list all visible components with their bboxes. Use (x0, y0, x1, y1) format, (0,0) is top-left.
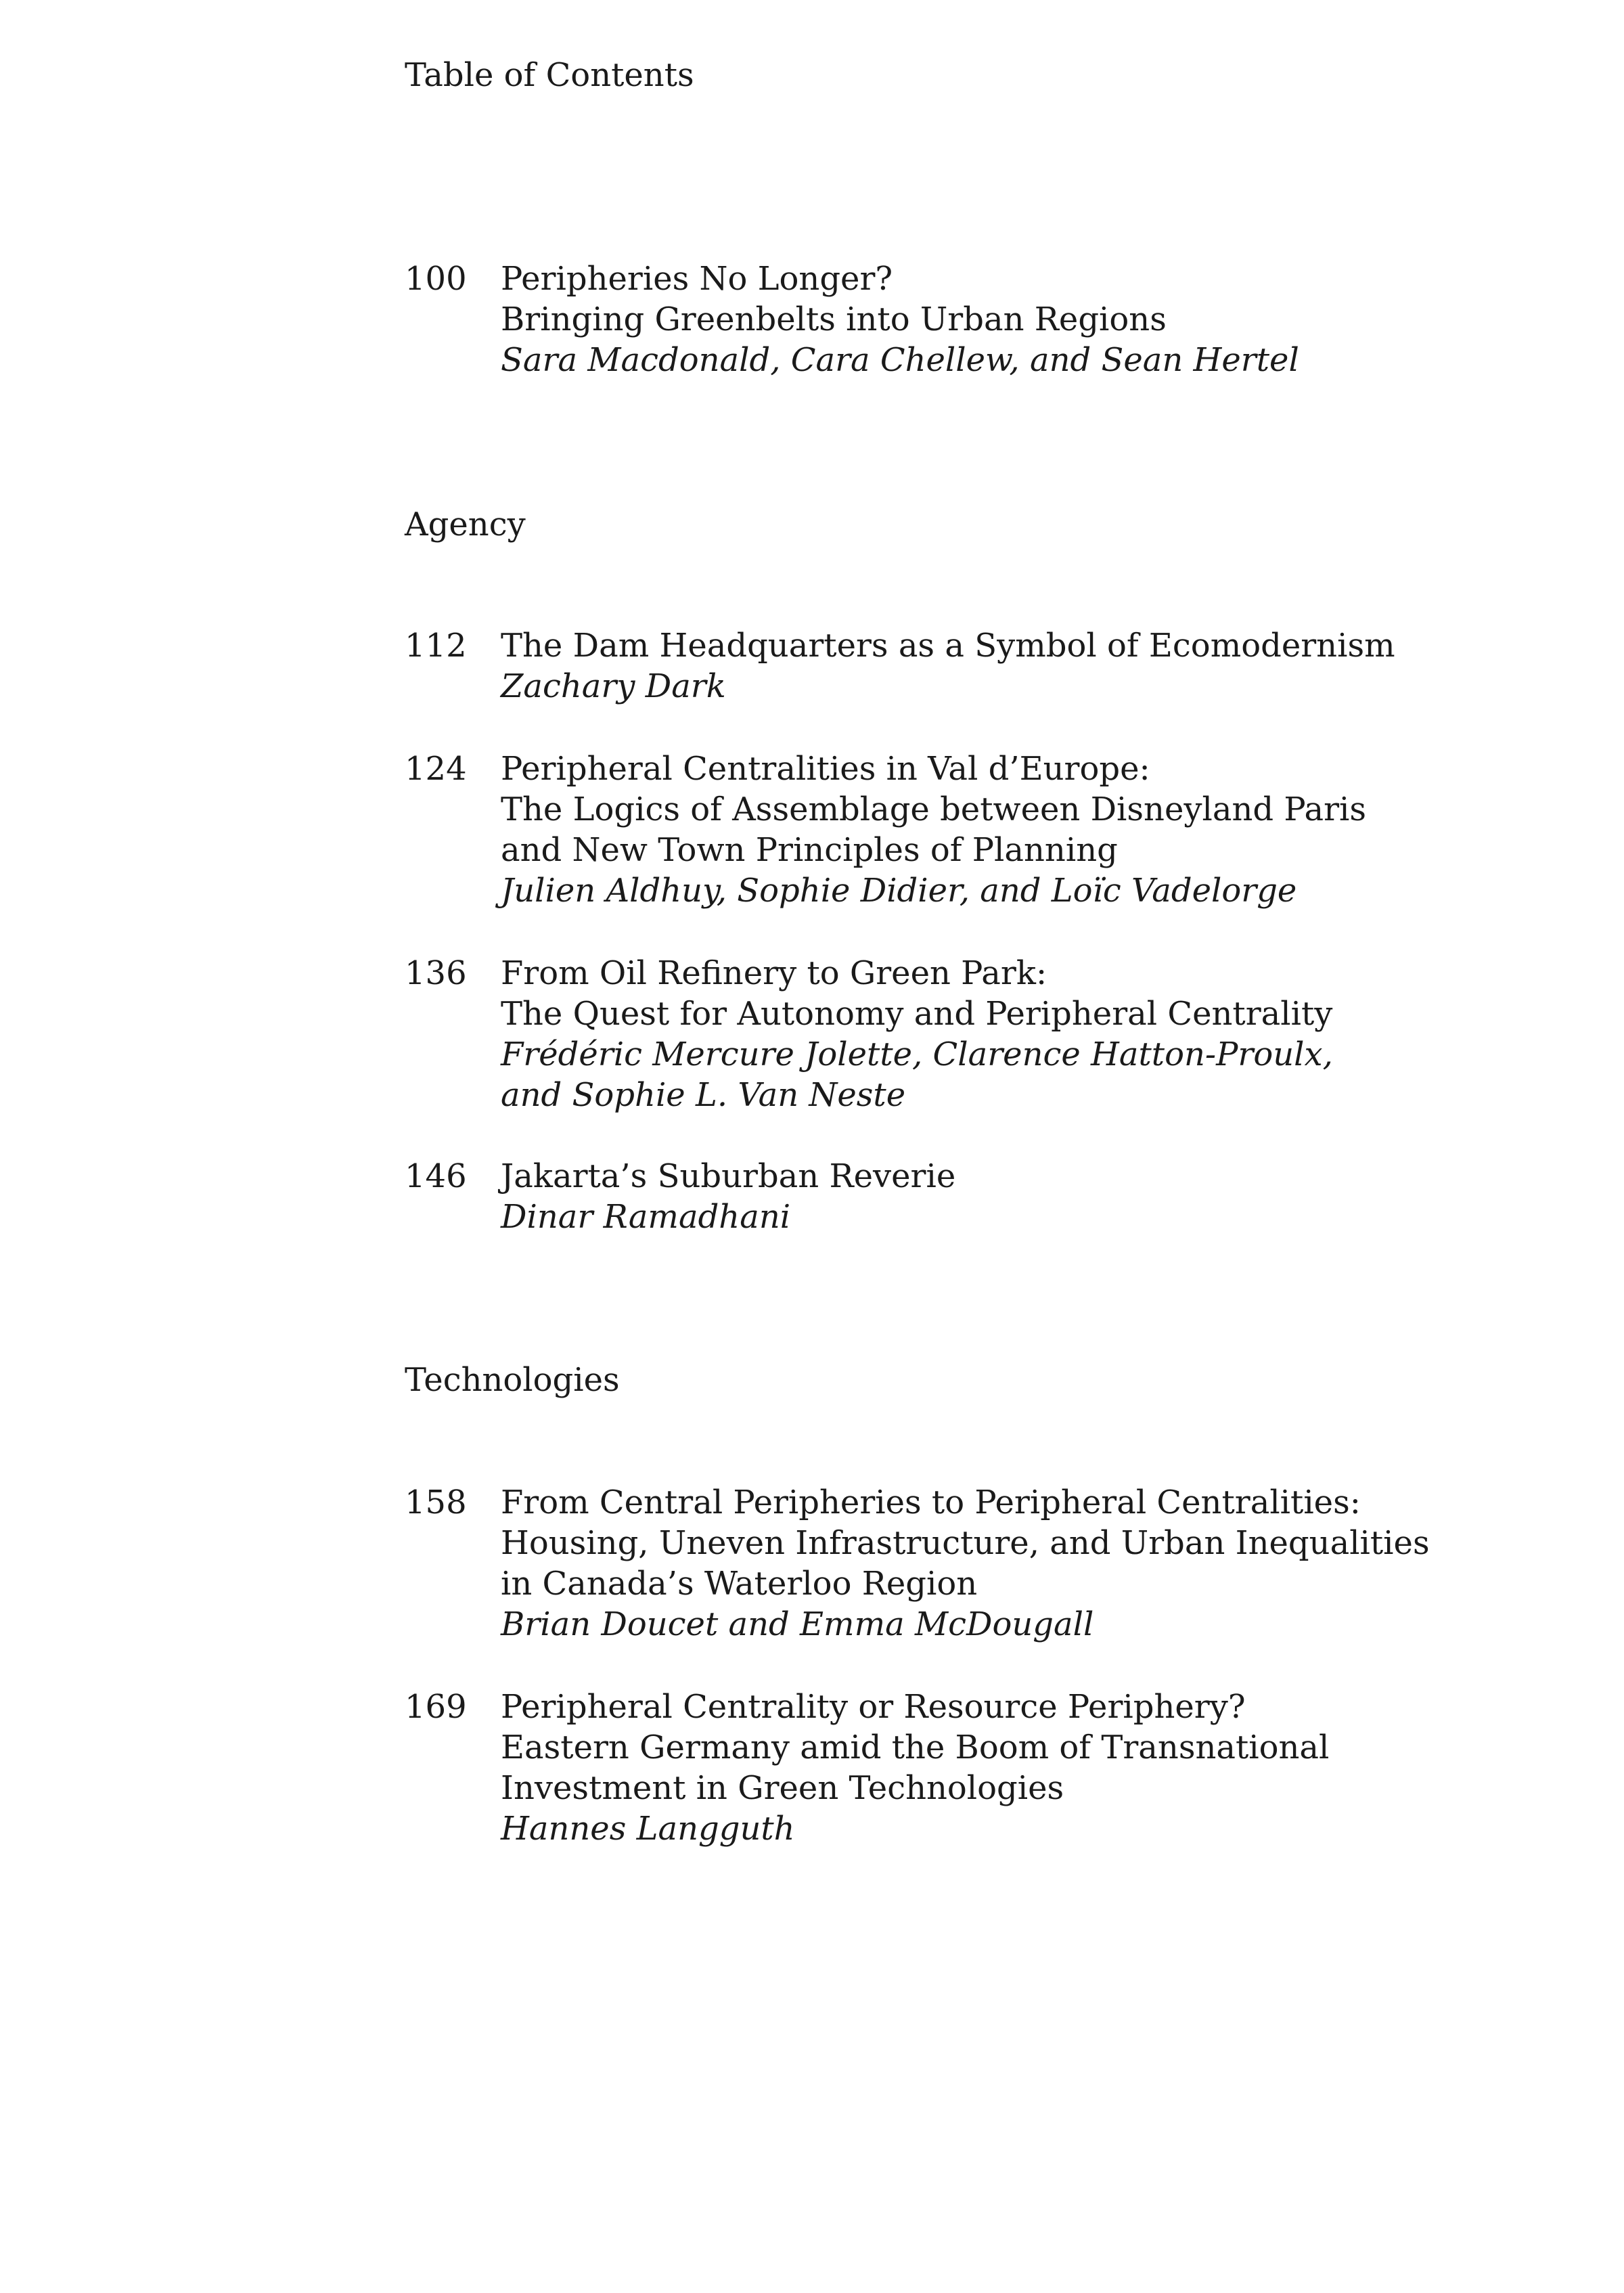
entry-title-line: Eastern Germany amid the Boom of Transnational (501, 1729, 1330, 1766)
entry-page-number: 158 (405, 1484, 467, 1521)
entry-authors: Sara Macdonald, Cara Chellew, and Sean Hertel (501, 341, 1299, 379)
entry-authors: and Sophie L. Van Neste (501, 1076, 906, 1114)
entry-body (501, 1482, 1597, 1645)
running-head: Table of Contents (405, 56, 694, 94)
entry-authors: Frédéric Mercure Jolette, Clarence Hatton-Proulx, (501, 1036, 1333, 1073)
entry-body (501, 259, 1597, 380)
entry-title-line: Peripheries No Longer? (501, 260, 893, 298)
entry-body (501, 1687, 1597, 1849)
entry-title-line: Investment in Green Technologies (501, 1769, 1064, 1807)
entry-title-line: From Oil Refinery to Green Park: (501, 954, 1047, 992)
entry-title-line: The Quest for Autonomy and Peripheral Centrality (501, 995, 1333, 1033)
entry-title-line: The Dam Headquarters as a Symbol of Ecomodernism (501, 627, 1395, 665)
entry-authors: Zachary Dark (501, 667, 726, 705)
entry-page-number: 146 (405, 1157, 467, 1195)
entry-title-line: Housing, Uneven Infrastructure, and Urban Inequalities (501, 1524, 1430, 1562)
entry-body (501, 953, 1597, 1115)
entry-title-line: Bringing Greenbelts into Urban Regions (501, 300, 1167, 338)
section-heading-agency: Agency (405, 506, 526, 543)
entry-authors: Dinar Ramadhani (501, 1198, 791, 1236)
section-heading-technologies: Technologies (405, 1361, 620, 1399)
entry-authors: Julien Aldhuy, Sophie Didier, and Loïc Vadelorge (501, 872, 1297, 910)
entry-title-line: in Canada’s Waterloo Region (501, 1565, 978, 1603)
entry-title-line: Peripheral Centralities in Val d’Europe: (501, 750, 1150, 788)
entry-page-number: 169 (405, 1688, 467, 1726)
entry-title-line: From Central Peripheries to Peripheral Centralities: (501, 1484, 1361, 1521)
entry-title-line: and New Town Principles of Planning (501, 831, 1118, 869)
entry-body (501, 749, 1597, 911)
entry-body (501, 625, 1597, 707)
entry-authors: Brian Doucet and Emma McDougall (501, 1605, 1094, 1643)
entry-title-line: The Logics of Assemblage between Disneyland Paris (501, 791, 1367, 828)
entry-authors: Hannes Langguth (501, 1810, 795, 1848)
entry-body (501, 1156, 1597, 1237)
entry-page-number: 100 (405, 260, 467, 298)
entry-title-line: Jakarta’s Suburban Reverie (501, 1157, 956, 1195)
entry-title-line: Peripheral Centrality or Resource Periphery? (501, 1688, 1246, 1726)
entry-page-number: 112 (405, 627, 467, 665)
entry-page-number: 136 (405, 954, 467, 992)
entry-page-number: 124 (405, 750, 467, 788)
